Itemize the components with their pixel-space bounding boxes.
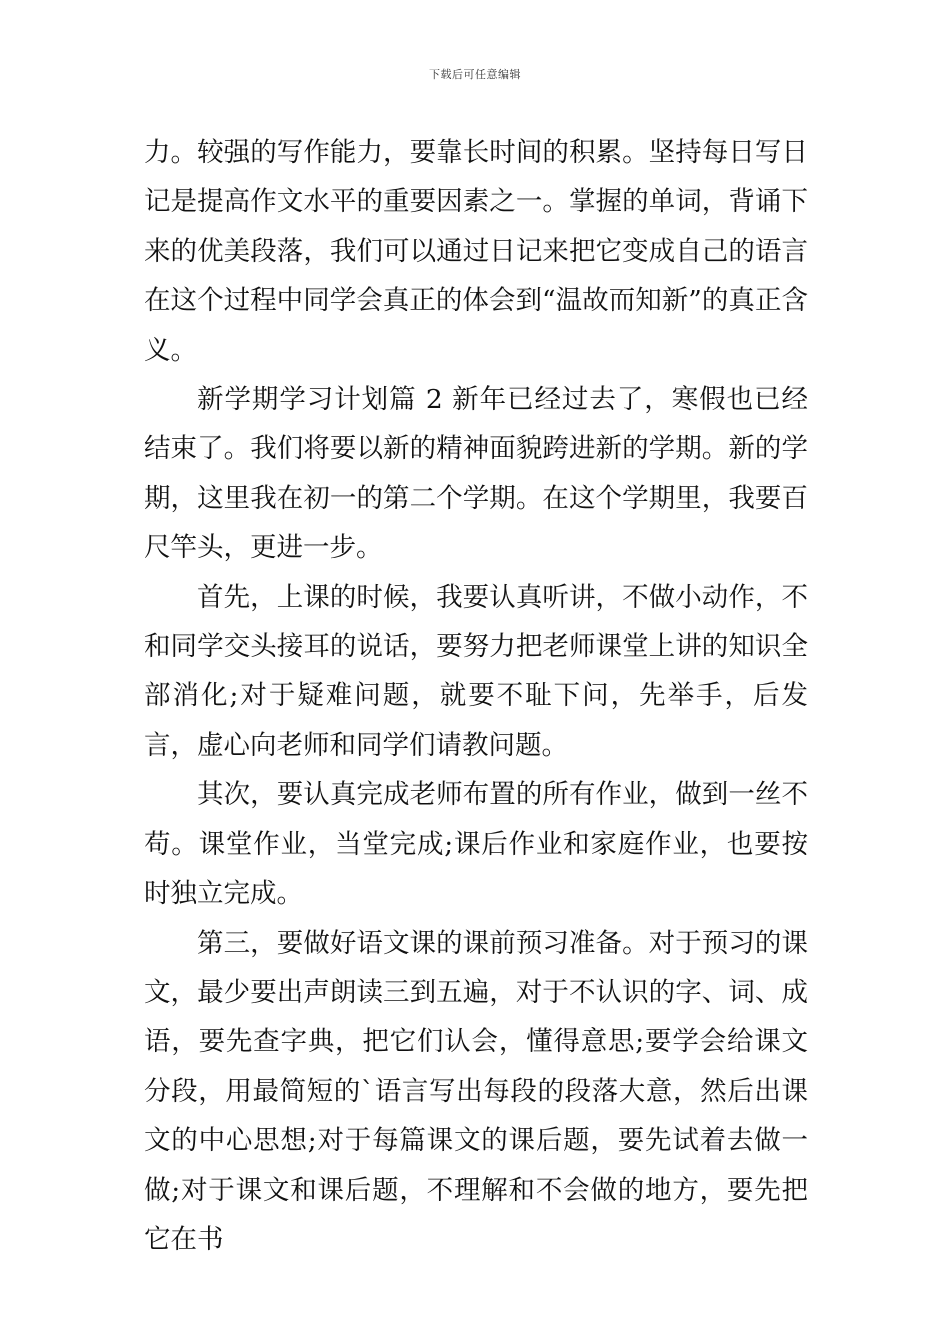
paragraph: 新学期学习计划篇 2 新年已经过去了，寒假也已经结束了。我们将要以新的精神面貌跨进新的学期。新的学期，这里我在初一的第二个学期。在这个学期里，我要百尺竿头，更进一步。: [144, 384, 808, 564]
paragraph: 首先，上课的时候，我要认真听讲，不做小动作，不和同学交头接耳的说话，要努力把老师课堂上讲的知识全部消化;对于疑难问题，就要不耻下问，先举手，后发言，虚心向老师和同学们请教问题。: [144, 581, 808, 761]
paragraph: 力。较强的写作能力，要靠长时间的积累。坚持每日写日记是提高作文水平的重要因素之一。掌握的单词，背诵下来的优美段落，我们可以通过日记来把它变成自己的语言在这个过程中同学会真正的体会到“温故而知新”的真正含义。: [144, 137, 808, 366]
page-header: 下载后可任意编辑: [429, 68, 521, 81]
document-body: [144, 128, 808, 1264]
paragraph: 其次，要认真完成老师布置的所有作业，做到一丝不苟。课堂作业，当堂完成;课后作业和家庭作业，也要按时独立完成。: [144, 779, 808, 910]
paragraph: 第三，要做好语文课的课前预习准备。对于预习的课文，最少要出声朗读三到五遍，对于不认识的字、词、成语，要先查字典，把它们认会，懂得意思;要学会给课文分段，用最简短的`语言写出每段的段落大意，然后出课文的中心思想;对于每篇课文的课后题，要先试着去做一做;对于课文和课后题，不理解和不会做的地方，要先把它在书: [144, 927, 808, 1255]
